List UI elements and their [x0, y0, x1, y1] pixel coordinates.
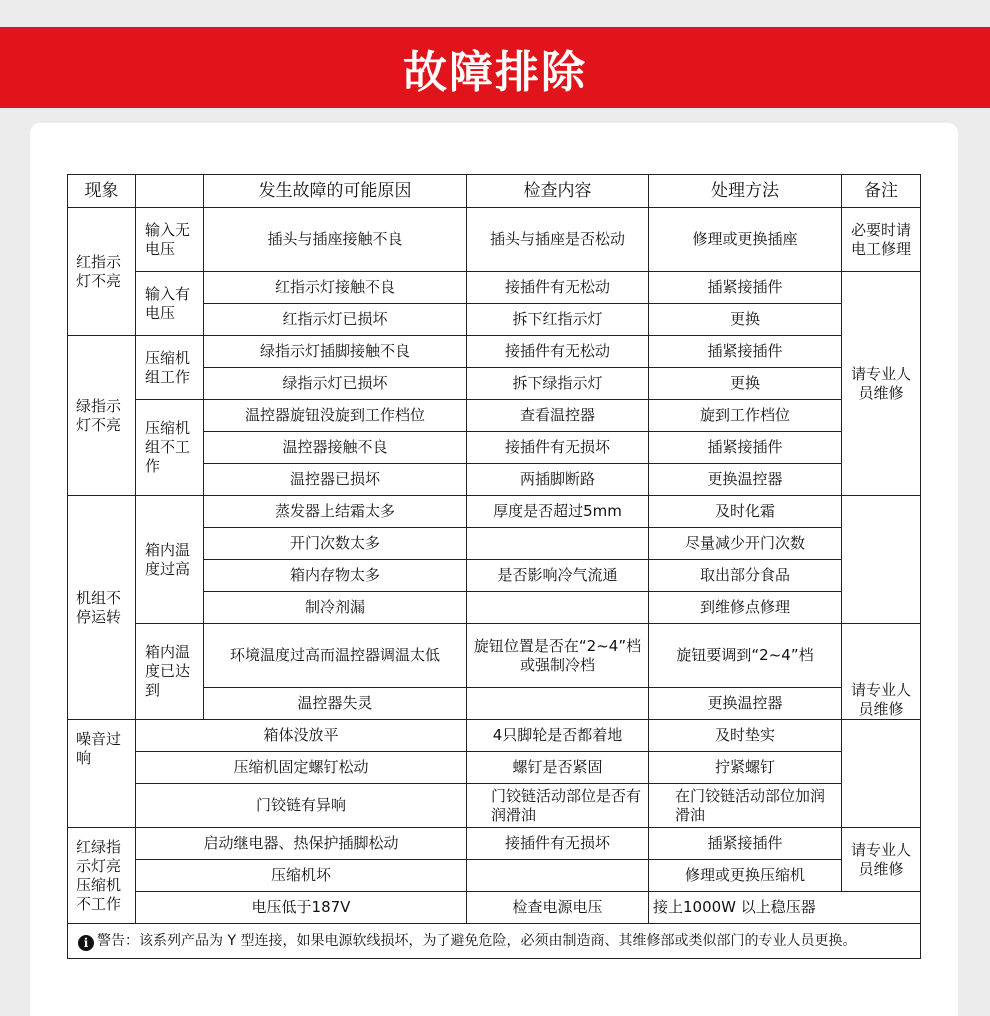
cause-cell: 蒸发器上结霜太多	[204, 496, 467, 528]
note-cell-empty	[842, 496, 921, 624]
table-row	[68, 208, 921, 272]
fix-cell: 插紧接插件	[649, 336, 842, 368]
cause-cell: 绿指示灯插脚接触不良	[204, 336, 467, 368]
fix-cell: 修理或更换压缩机	[649, 860, 842, 892]
check-cell: 接插件有无损坏	[467, 828, 649, 860]
cause-cell: 箱体没放平	[136, 720, 467, 752]
fix-cell: 接上1000W 以上稳压器	[649, 892, 921, 924]
header-phenomenon: 现象	[68, 175, 136, 208]
header-fix: 处理方法	[649, 175, 842, 208]
condition-cell: 压缩机组不工作	[136, 400, 204, 496]
cause-cell: 压缩机坏	[136, 860, 467, 892]
cause-cell: 温控器旋钮没旋到工作档位	[204, 400, 467, 432]
condition-cell: 压缩机组工作	[136, 336, 204, 400]
fix-cell: 插紧接插件	[649, 828, 842, 860]
check-cell: 检查电源电压	[467, 892, 649, 924]
check-cell: 旋钮位置是否在“2~4”档或强制冷档	[467, 624, 649, 688]
cause-cell: 启动继电器、热保护插脚松动	[136, 828, 467, 860]
cause-cell: 温控器已损坏	[204, 464, 467, 496]
check-cell: 接插件有无松动	[467, 336, 649, 368]
fix-cell: 插紧接插件	[649, 272, 842, 304]
fix-cell: 更换温控器	[649, 464, 842, 496]
phenomenon-cell: 红指示灯不亮	[68, 208, 136, 336]
check-cell: 拆下红指示灯	[467, 304, 649, 336]
table-row	[68, 720, 921, 752]
troubleshooting-table	[67, 174, 921, 959]
phenomenon-cell: 红绿指示灯亮压缩机不工作	[68, 828, 136, 924]
check-cell	[467, 592, 649, 624]
cause-cell: 开门次数太多	[204, 528, 467, 560]
note-cell: 请专业人员维修	[842, 828, 921, 892]
fix-cell: 拧紧螺钉	[649, 752, 842, 784]
notice-text: 警告：该系列产品为 Y 型连接，如果电源软线损坏，为了避免危险，必须由制造商、其维修部或类似部门的专业人员更换。	[97, 932, 857, 949]
check-cell: 查看温控器	[467, 400, 649, 432]
cause-cell: 插头与插座接触不良	[204, 208, 467, 272]
fix-cell: 在门铰链活动部位加润滑油	[649, 784, 842, 828]
cause-cell: 红指示灯已损坏	[204, 304, 467, 336]
fix-cell: 尽量减少开门次数	[649, 528, 842, 560]
cause-cell: 制冷剂漏	[204, 592, 467, 624]
cause-cell: 绿指示灯已损坏	[204, 368, 467, 400]
check-cell	[467, 860, 649, 892]
note-cell: 请专业人员维修	[842, 624, 921, 720]
table-row	[68, 336, 921, 368]
fix-cell: 到维修点修理	[649, 592, 842, 624]
cause-cell: 环境温度过高而温控器调温太低	[204, 624, 467, 688]
check-cell: 是否影响冷气流通	[467, 560, 649, 592]
header-check: 检查内容	[467, 175, 649, 208]
fix-cell: 及时化霜	[649, 496, 842, 528]
header-condition	[136, 175, 204, 208]
table-row	[68, 272, 921, 304]
note-cell: 请专业人员维修	[842, 272, 921, 496]
fix-cell: 修理或更换插座	[649, 208, 842, 272]
cause-cell: 压缩机固定螺钉松动	[136, 752, 467, 784]
title-banner	[0, 27, 990, 108]
header-row	[68, 175, 921, 208]
note-cell-empty	[842, 720, 921, 828]
fix-cell: 及时垫实	[649, 720, 842, 752]
notice-cell	[68, 924, 921, 959]
cause-cell: 箱内存物太多	[204, 560, 467, 592]
condition-cell: 箱内温度过高	[136, 496, 204, 624]
condition-cell: 箱内温度已达到	[136, 624, 204, 720]
phenomenon-cell: 机组不停运转	[68, 496, 136, 720]
check-cell: 接插件有无损坏	[467, 432, 649, 464]
condition-cell: 输入有电压	[136, 272, 204, 336]
table-row	[68, 624, 921, 688]
fix-cell: 旋钮要调到“2~4”档	[649, 624, 842, 688]
cause-cell: 门铰链有异响	[136, 784, 467, 828]
note-cell: 必要时请电工修理	[842, 208, 921, 272]
table-row	[68, 784, 921, 828]
table-row	[68, 400, 921, 432]
cause-cell: 温控器失灵	[204, 688, 467, 720]
fix-cell: 取出部分食品	[649, 560, 842, 592]
cause-cell: 红指示灯接触不良	[204, 272, 467, 304]
check-cell: 两插脚断路	[467, 464, 649, 496]
cause-cell: 温控器接触不良	[204, 432, 467, 464]
table-row	[68, 496, 921, 528]
table-row	[68, 892, 921, 924]
page-title: 故障排除	[403, 46, 587, 98]
check-cell: 插头与插座是否松动	[467, 208, 649, 272]
table-row	[68, 828, 921, 860]
cause-cell: 电压低于187V	[136, 892, 467, 924]
fix-cell: 旋到工作档位	[649, 400, 842, 432]
table-row	[68, 860, 921, 892]
fix-cell: 插紧接插件	[649, 432, 842, 464]
fix-cell: 更换	[649, 368, 842, 400]
phenomenon-cell: 绿指示灯不亮	[68, 336, 136, 496]
check-cell: 门铰链活动部位是否有润滑油	[467, 784, 649, 828]
check-cell	[467, 688, 649, 720]
header-cause: 发生故障的可能原因	[204, 175, 467, 208]
fix-cell: 更换温控器	[649, 688, 842, 720]
notice-row	[68, 924, 921, 959]
check-cell: 厚度是否超过5mm	[467, 496, 649, 528]
table-row	[68, 752, 921, 784]
condition-cell: 输入无电压	[136, 208, 204, 272]
fix-cell: 更换	[649, 304, 842, 336]
check-cell	[467, 528, 649, 560]
check-cell: 螺钉是否紧固	[467, 752, 649, 784]
phenomenon-cell: 噪音过响	[68, 720, 136, 828]
check-cell: 4只脚轮是否都着地	[467, 720, 649, 752]
header-notes: 备注	[842, 175, 921, 208]
check-cell: 接插件有无松动	[467, 272, 649, 304]
check-cell: 拆下绿指示灯	[467, 368, 649, 400]
info-icon: i	[78, 935, 94, 951]
